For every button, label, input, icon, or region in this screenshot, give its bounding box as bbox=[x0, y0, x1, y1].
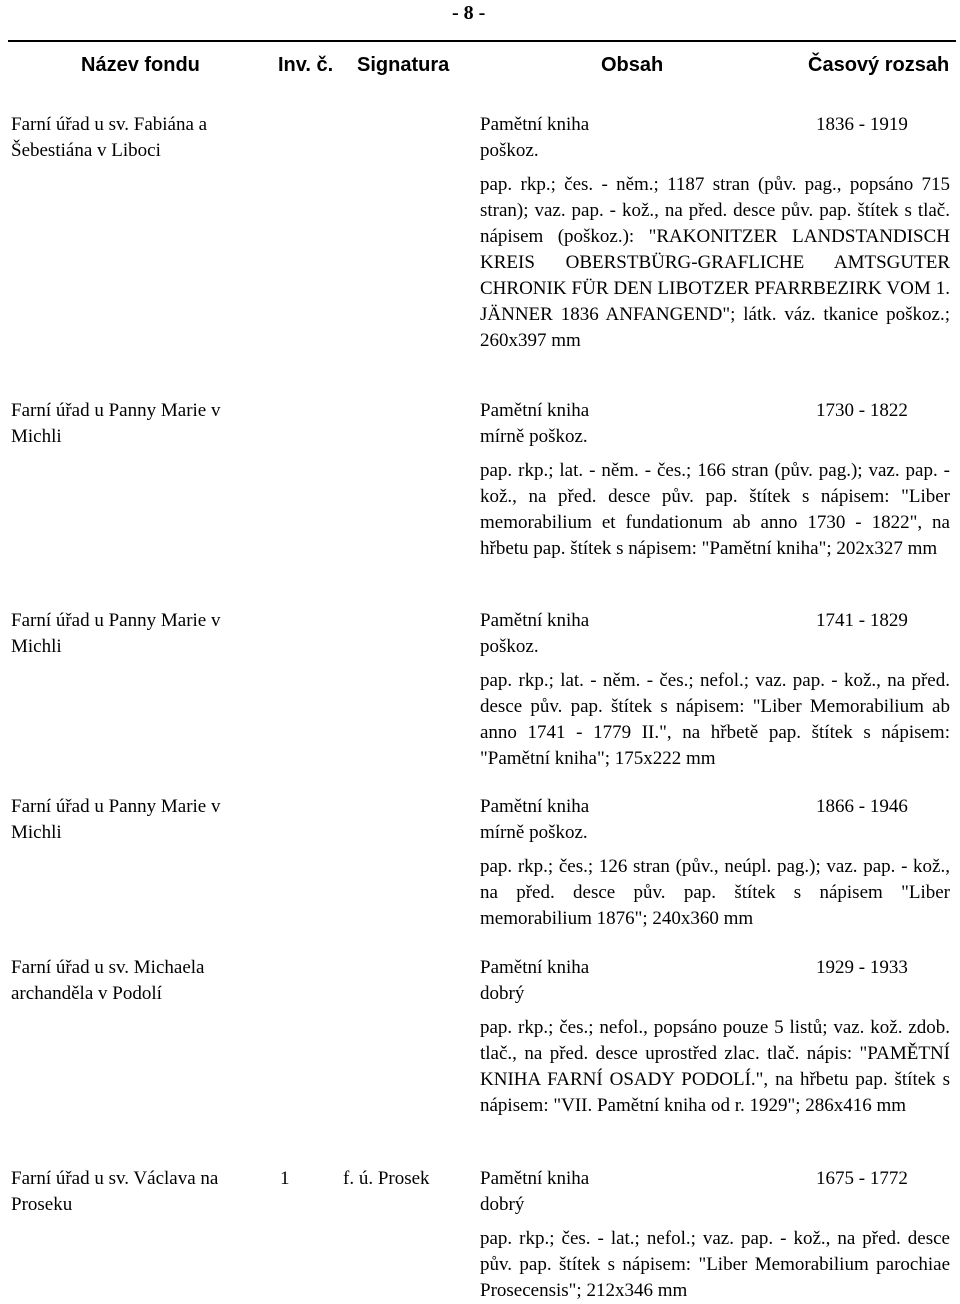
entry-date-range: 1866 - 1946 bbox=[816, 796, 908, 817]
entry-title: Pamětní kniha bbox=[480, 796, 590, 817]
header-obsah: Obsah bbox=[601, 54, 664, 76]
header-rule bbox=[8, 40, 956, 42]
entry-title: Pamětní kniha bbox=[480, 610, 590, 631]
entry-fond: Farní úřad u sv. Václava na Proseku bbox=[11, 1168, 219, 1215]
entry-condition: poškoz. bbox=[480, 140, 539, 161]
entry-description: pap. rkp.; čes. - lat.; nefol.; vaz. pap. - kož., na před. desce pův. pap. štítek s nápisem: "Liber Memorabilium parochiae Prosecensis"; 212x346 mm bbox=[480, 1228, 950, 1301]
entry-condition: dobrý bbox=[480, 1194, 525, 1215]
table-header bbox=[0, 52, 960, 80]
entry-fond: Farní úřad u sv. Fabiána a Šebestiána v Liboci bbox=[11, 114, 208, 161]
header-rozsah: Časový rozsah bbox=[808, 54, 950, 76]
entry-title: Pamětní kniha bbox=[480, 1168, 590, 1189]
header-signatura: Signatura bbox=[357, 54, 450, 76]
entry-date-range: 1730 - 1822 bbox=[816, 400, 908, 421]
entry-title: Pamětní kniha bbox=[480, 114, 590, 135]
entry-description: pap. rkp.; čes. - něm.; 1187 stran (pův. pag., popsáno 715 stran); vaz. pap. - kož., na před. desce pův. pap. štítek s tlač. nápisem (poškoz.): "RAKONITZER LANDSTANDISCH KREIS OBERSTBÜRG-GRAFLICHE AMTSGUTER CHRONIK FÜR DEN LIBOTZER PFARRBEZIRK VOM 1. JÄNNER 1836 ANFANGEND"; látk. váz. tkanice poškoz.; 260x397 mm bbox=[480, 174, 950, 351]
header-inv: Inv. č. bbox=[278, 54, 334, 76]
entry-date-range: 1675 - 1772 bbox=[816, 1168, 908, 1189]
header-fond: Název fondu bbox=[81, 54, 200, 76]
entry-description: pap. rkp.; lat. - něm. - čes.; nefol.; vaz. pap. - kož., na před. desce pův. pap. štítek s nápisem: "Liber Memorabilium ab anno 1741 - 1779 II.", na hřbetě pap. štítek s nápisem: "Pamětní kniha"; 175x222 mm bbox=[480, 670, 950, 769]
entry-condition: dobrý bbox=[480, 983, 525, 1004]
entry-description: pap. rkp.; lat. - něm. - čes.; 166 stran (pův. pag.); vaz. pap. - kož., na před. desce pův. pap. štítek s nápisem: "Liber memorabilium et fundationum ab anno 1730 - 1822", na hřbetu pap. štítek s nápisem: "Pamětní kniha"; 202x327 mm bbox=[480, 460, 950, 559]
entry-signatura: f. ú. Prosek bbox=[343, 1168, 430, 1189]
entry-fond: Farní úřad u Panny Marie v Michli bbox=[11, 610, 221, 657]
entry-description: pap. rkp.; čes.; 126 stran (pův., neúpl. pag.); vaz. pap. - kož., na před. desce pův. pap. štítek s nápisem "Liber memorabilium 1876"; 240x360 mm bbox=[480, 856, 950, 929]
entry-condition: poškoz. bbox=[480, 636, 539, 657]
entry-date-range: 1836 - 1919 bbox=[816, 114, 908, 135]
entry-title: Pamětní kniha bbox=[480, 957, 590, 978]
entry-date-range: 1929 - 1933 bbox=[816, 957, 908, 978]
entry-title: Pamětní kniha bbox=[480, 400, 590, 421]
entry-date-range: 1741 - 1829 bbox=[816, 610, 908, 631]
page-number: - 8 - bbox=[452, 2, 486, 24]
entry-fond: Farní úřad u Panny Marie v Michli bbox=[11, 796, 221, 843]
entry-fond: Farní úřad u Panny Marie v Michli bbox=[11, 400, 221, 447]
entry-inv: 1 bbox=[280, 1168, 290, 1189]
entry-fond: Farní úřad u sv. Michaela archanděla v Podolí bbox=[11, 957, 205, 1004]
entry-description: pap. rkp.; čes.; nefol., popsáno pouze 5 listů; vaz. kož. zdob. tlač., na před. desce uprostřed zlac. tlač. nápis: "PAMĚTNÍ KNIHA FARNÍ OSADY PODOLÍ.", na hřbetu pap. štítek s nápisem: "VII. Pamětní kniha od r. 1929"; 286x416 mm bbox=[480, 1017, 950, 1116]
entry-condition: mírně poškoz. bbox=[480, 426, 588, 447]
entry-condition: mírně poškoz. bbox=[480, 822, 588, 843]
